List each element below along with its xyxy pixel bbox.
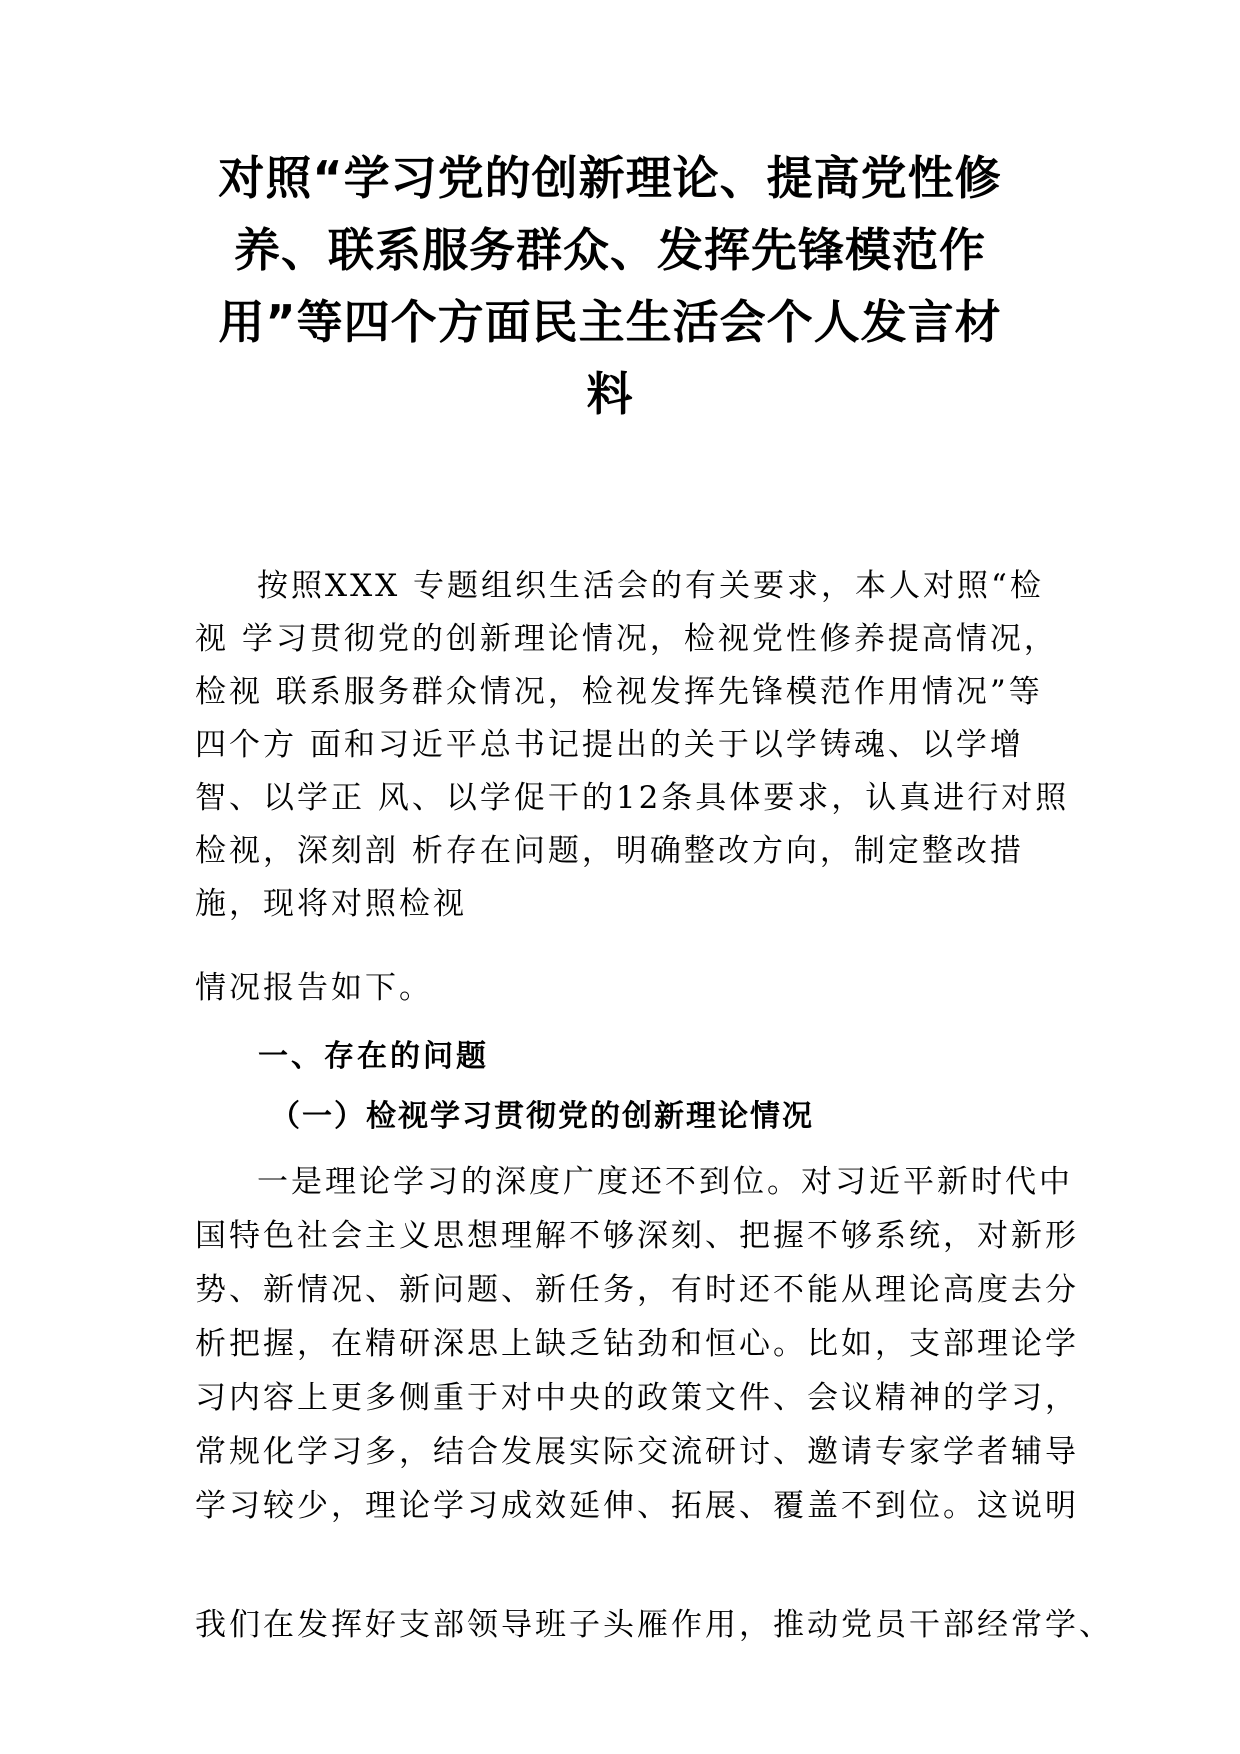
intro-line: 视 学习贯彻党的创新理论情况，检视党性修养提高情况， [195,621,1058,657]
subsection-heading: （一）检视学习贯彻党的创新理论情况 [270,1099,814,1134]
intro-line: 按照XXX 专题组织生活会的有关要求，本人对照“检 [257,568,1044,604]
intro-line: 检视，深刻剖 析存在问题，明确整改方向，制定整改措 [195,833,1024,869]
body-paragraph [195,1155,1079,1533]
intro-line: 检视 联系服务群众情况，检视发挥先锋模范作用情况”等 [195,674,1043,710]
paragraph-line: 势、新情况、新问题、新任务，有时还不能从理论高度去分 [195,1272,1079,1308]
paragraph-line: 常规化学习多，结合发展实际交流研讨、邀请专家学者辅导 [195,1434,1079,1470]
paragraph-line: 一是理论学习的深度广度还不到位。对习近平新时代中 [257,1164,1073,1200]
paragraph-line: 学习较少，理论学习成效延伸、拓展、覆盖不到位。这说明 [195,1488,1079,1524]
paragraph-last-line: 我们在发挥好支部领导班子头雁作用，推动党员干部经常学、 [195,1607,1113,1643]
intro-tail: 情况报告如下。 [195,970,433,1006]
paragraph-line: 国特色社会主义思想理解不够深刻、把握不够系统，对新形 [195,1218,1079,1254]
intro-line: 四个方 面和习近平总书记提出的关于以学铸魂、以学增 [195,727,1024,763]
title-line: 对照“学习党的创新理论、提高党性修 [218,151,1002,205]
paragraph-line: 习内容上更多侧重于对中央的政策文件、会议精神的学习， [195,1380,1079,1416]
intro-line: 智、以学正 风、以学促干的12条具体要求，认真进行对照 [195,780,1070,816]
title-line: 养、联系服务群众、发挥先锋模范作 [234,223,986,277]
intro-line: 施，现将对照检视 [195,886,467,922]
paragraph-line: 析把握，在精研深思上缺乏钻劲和恒心。比如，支部理论学 [195,1326,1079,1362]
title-line: 料 [586,367,634,421]
intro-paragraph [195,560,1070,931]
document-title [150,142,1070,430]
section-heading: 一、存在的问题 [258,1039,489,1074]
title-line: 用”等四个方面民主生活会个人发言材 [218,295,1002,349]
